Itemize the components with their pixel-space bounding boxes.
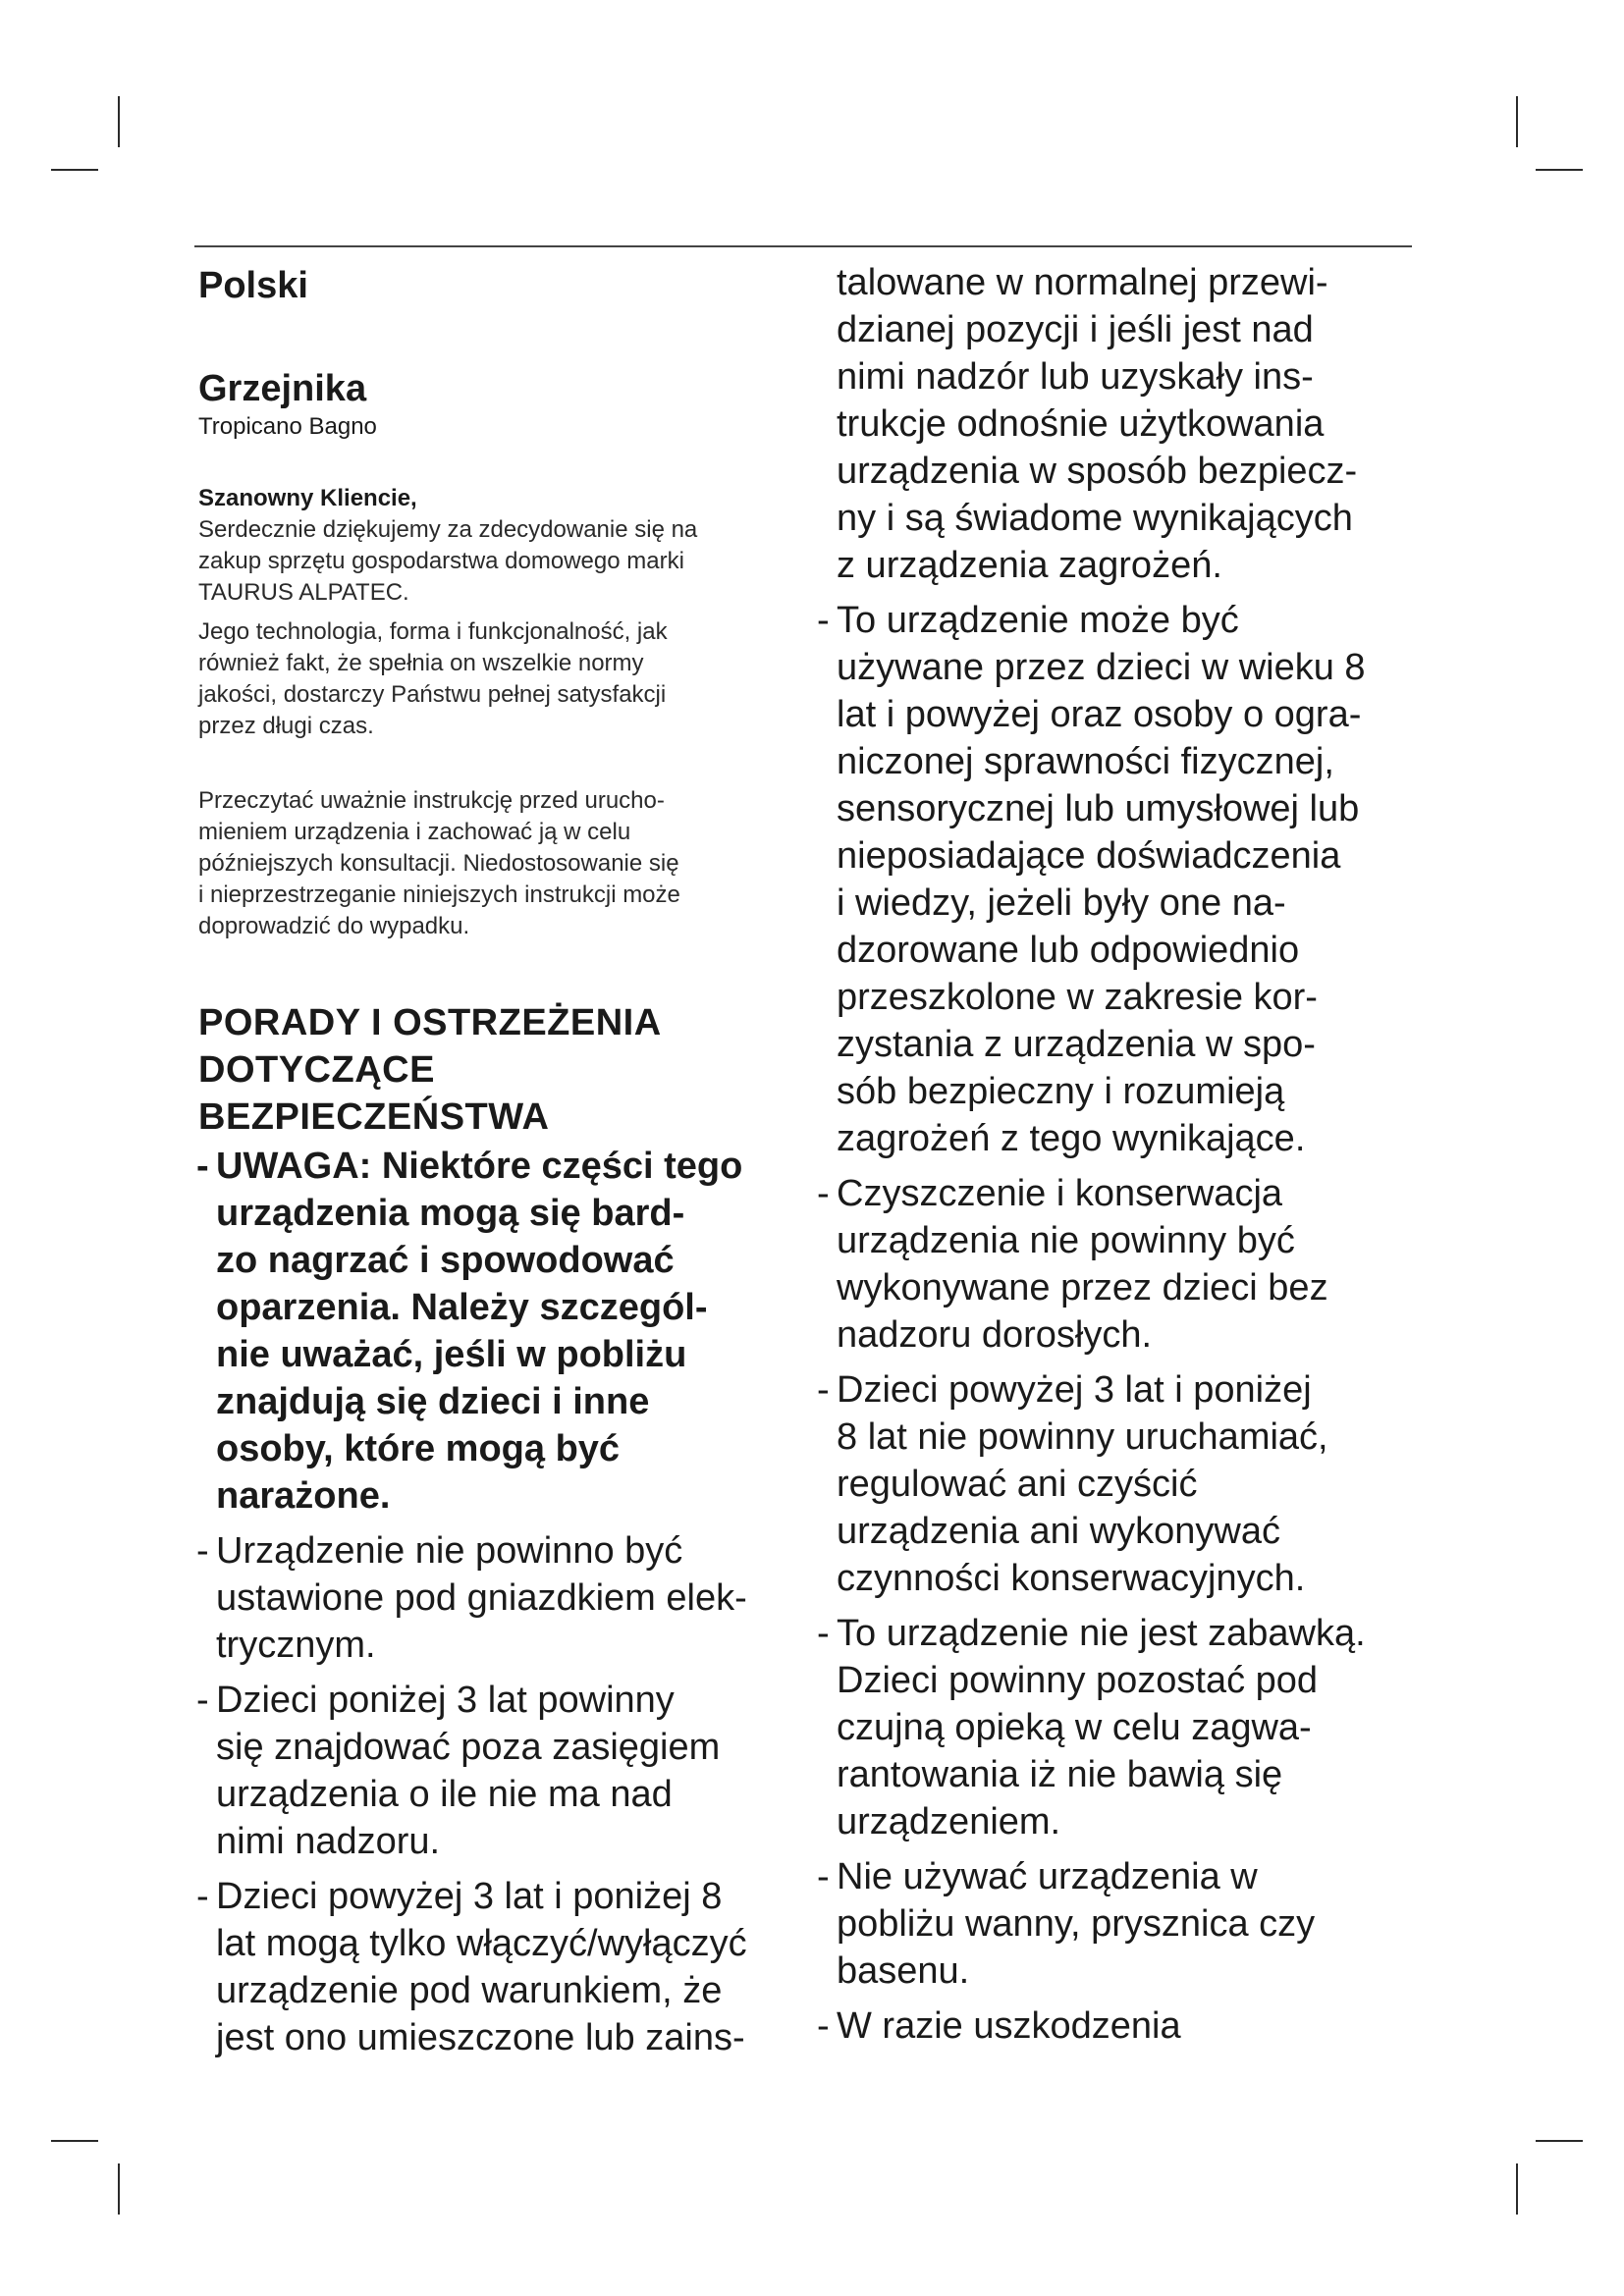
list-item — [198, 1677, 807, 1865]
crop-mark-bottom-right-vertical — [1516, 2163, 1518, 2215]
text-line: Dzieci powyżej 3 lat i poniżej 8 — [216, 1876, 723, 1917]
bullet-dash: - — [817, 1369, 830, 1411]
text-line: jest ono umieszczone lub zains- — [216, 2017, 745, 2058]
text-line: Czyszczenie i konserwacja — [837, 1173, 1283, 1214]
crop-mark-bottom-right-horizontal — [1536, 2140, 1583, 2142]
product-title: Grzejnika — [198, 368, 367, 409]
text-line: z urządzenia zagrożeń. — [837, 545, 1222, 586]
text-line: i nieprzestrzeganie niniejszych instrukcji może — [198, 881, 680, 908]
text-line: przeszkolone w zakresie kor- — [837, 977, 1318, 1018]
text-line: lat mogą tylko włączyć/wyłączyć — [216, 1923, 747, 1964]
text-line: nimi nadzór lub uzyskały ins- — [837, 356, 1314, 398]
text-line: używane przez dzieci w wieku 8 — [837, 647, 1366, 688]
text-line: niczonej sprawności fizycznej, — [837, 741, 1334, 782]
text-line: urządzenia mogą się bard- — [216, 1193, 685, 1234]
list-item — [198, 1527, 807, 1669]
crop-mark-bottom-left-horizontal — [51, 2140, 98, 2142]
list-item — [819, 597, 1418, 1162]
text-line: nadzoru dorosłych. — [837, 1314, 1153, 1356]
section-title-line: PORADY I OSTRZEŻENIA — [198, 1002, 662, 1043]
section-title-line: DOTYCZĄCE — [198, 1049, 435, 1091]
text-line: oparzenia. Należy szczegól- — [216, 1287, 708, 1328]
section-title — [198, 999, 807, 1141]
text-line: mieniem urządzenia i zachować ją w celu — [198, 819, 631, 845]
text-line: basenu. — [837, 1950, 970, 1992]
text-line: zagrożeń z tego wynikające. — [837, 1118, 1306, 1159]
text-line: Jego technologia, forma i funkcjonalność, jak — [198, 618, 668, 645]
language-heading: Polski — [198, 265, 308, 306]
left-column — [198, 259, 807, 2061]
crop-mark-bottom-left-vertical — [118, 2163, 120, 2215]
text-line: regulować ani czyścić — [837, 1464, 1198, 1505]
text-line: Przeczytać uważnie instrukcję przed urucho- — [198, 787, 665, 814]
text-line: urządzenia o ile nie ma nad — [216, 1774, 673, 1815]
text-line: talowane w normalnej przewi- — [837, 262, 1328, 303]
text-line: późniejszych konsultacji. Niedostosowanie się — [198, 850, 679, 877]
text-line: W razie uszkodzenia — [837, 2005, 1181, 2047]
list-item — [819, 2002, 1418, 2050]
text-line: jakości, dostarczy Państwu pełnej satysfakcji — [198, 681, 667, 708]
right-column — [819, 259, 1418, 2050]
text-line: zystania z urządzenia w spo- — [837, 1024, 1316, 1065]
bullet-dash: - — [817, 2005, 830, 2047]
list-item — [819, 1610, 1418, 1845]
text-line: czynności konserwacyjnych. — [837, 1558, 1306, 1599]
text-line: wykonywane przez dzieci bez — [837, 1267, 1328, 1308]
list-item — [819, 1853, 1418, 1995]
bullet-dash: - — [196, 1876, 209, 1917]
text-line: dzianej pozycji i jeśli jest nad — [837, 309, 1314, 350]
bullet-dash: - — [817, 1613, 830, 1654]
intro-paragraph-3 — [198, 785, 807, 942]
warning-bullet — [198, 1143, 807, 1520]
bullet-dash: - — [817, 1856, 830, 1897]
text-line: trukcje odnośnie użytkowania — [837, 403, 1325, 445]
text-line: To urządzenie nie jest zabawką. — [837, 1613, 1366, 1654]
text-line: narażone. — [216, 1475, 391, 1517]
product-subtitle: Tropicano Bagno — [198, 413, 377, 440]
list-item — [198, 1873, 807, 2061]
list-item — [819, 1170, 1418, 1359]
text-line: Urządzenie nie powinno być — [216, 1530, 683, 1572]
intro-paragraph-1 — [198, 514, 807, 609]
bullet-dash: - — [196, 1146, 209, 1187]
text-line: urządzenie pod warunkiem, że — [216, 1970, 723, 2011]
text-line: Nie używać urządzenia w — [837, 1856, 1258, 1897]
text-line: Dzieci powinny pozostać pod — [837, 1660, 1319, 1701]
text-line: zo nagrzać i spowodować — [216, 1240, 675, 1281]
text-line: trycznym. — [216, 1625, 376, 1666]
text-line: ny i są świadome wynikających — [837, 498, 1353, 539]
text-line: dzorowane lub odpowiednio — [837, 930, 1300, 971]
crop-mark-top-left-horizontal — [51, 169, 98, 171]
crop-mark-top-left-vertical — [118, 96, 120, 147]
text-line: 8 lat nie powinny uruchamiać, — [837, 1416, 1328, 1458]
text-line: nimi nadzoru. — [216, 1821, 441, 1862]
bullet-dash: - — [817, 1173, 830, 1214]
text-line: czujną opieką w celu zagwa- — [837, 1707, 1312, 1748]
text-line: lat i powyżej oraz osoby o ogra- — [837, 694, 1362, 735]
intro-paragraph-2 — [198, 616, 807, 742]
crop-mark-top-right-vertical — [1516, 96, 1518, 147]
text-line: urządzenia ani wykonywać — [837, 1511, 1281, 1552]
text-line: również fakt, że spełnia on wszelkie normy — [198, 650, 644, 676]
text-line: nie uważać, jeśli w pobliżu — [216, 1334, 687, 1375]
text-line: urządzeniem. — [837, 1801, 1061, 1842]
text-line: przez długi czas. — [198, 713, 374, 739]
text-line: osoby, które mogą być — [216, 1428, 621, 1469]
text-line: Dzieci poniżej 3 lat powinny — [216, 1680, 675, 1721]
header-rule — [194, 245, 1412, 247]
text-line: ustawione pod gniazdkiem elek- — [216, 1577, 747, 1619]
text-line: rantowania iż nie bawią się — [837, 1754, 1283, 1795]
text-line: urządzenia w sposób bezpiecz- — [837, 451, 1358, 492]
bullet-dash: - — [196, 1680, 209, 1721]
greeting: Szanowny Kliencie, — [198, 485, 417, 511]
text-line: UWAGA: Niektóre części tego — [216, 1146, 743, 1187]
text-line: się znajdować poza zasięgiem — [216, 1727, 721, 1768]
crop-mark-top-right-horizontal — [1536, 169, 1583, 171]
text-line: pobliżu wanny, prysznica czy — [837, 1903, 1316, 1945]
text-line: znajdują się dzieci i inne — [216, 1381, 650, 1422]
bullet-dash: - — [196, 1530, 209, 1572]
text-line: sób bezpieczny i rozumieją — [837, 1071, 1285, 1112]
bullet-dash: - — [817, 600, 830, 641]
section-title-line: BEZPIECZEŃSTWA — [198, 1096, 550, 1138]
text-line: i wiedzy, jeżeli były one na- — [837, 882, 1286, 924]
text-line: Dzieci powyżej 3 lat i poniżej — [837, 1369, 1312, 1411]
text-line: sensorycznej lub umysłowej lub — [837, 788, 1360, 829]
text-line: Serdecznie dziękujemy za zdecydowanie się na — [198, 516, 698, 543]
text-line: TAURUS ALPATEC. — [198, 579, 409, 606]
text-line: urządzenia nie powinny być — [837, 1220, 1295, 1261]
text-line: nieposiadające doświadczenia — [837, 835, 1341, 877]
text-line: To urządzenie może być — [837, 600, 1239, 641]
text-line: doprowadzić do wypadku. — [198, 913, 470, 939]
list-item — [819, 1366, 1418, 1602]
text-line: zakup sprzętu gospodarstwa domowego marki — [198, 548, 684, 574]
continued-bullet-text — [819, 259, 1418, 589]
